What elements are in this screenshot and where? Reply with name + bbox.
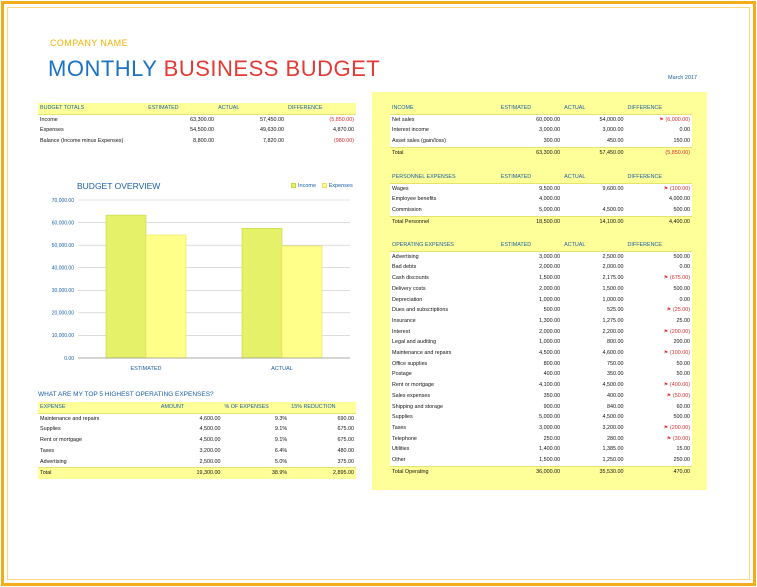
table-row [38,125,356,136]
operating-header-1: ESTIMATED [499,240,562,251]
warning-flag-icon: ⚑ [663,424,669,431]
cell-estimated: 300.00 [543,138,561,145]
operating-table [390,240,692,477]
operating-header-2: ACTUAL [562,240,625,251]
cell-estimated: 5,000.00 [539,414,561,421]
warning-flag-icon: ⚑ [663,382,669,389]
y-tick-label: 30,000.00 [51,288,74,295]
personnel-table [390,172,692,228]
table-row [390,348,692,359]
personnel-total-row [390,216,692,227]
cell-label: Total [392,149,404,156]
cell-estimated: 1,000.00 [539,339,561,346]
cell-difference: 200.00 [673,339,690,346]
cell-c4: 480.00 [337,447,354,454]
cell-difference: 4,400.00 [669,218,690,225]
cell-estimated: 36,000.00 [536,468,561,475]
cell-difference: (100.00) [669,185,690,192]
cell-difference: (100.00) [669,350,690,357]
cell-actual: 14,100.00 [599,218,624,225]
cell-estimated: 5,000.00 [539,207,561,214]
cell-estimated: 3,000.00 [539,127,561,134]
personnel-header-0: PERSONNEL EXPENSES [390,172,499,183]
cell-c3: 9.1% [274,426,288,433]
cell-actual: 4,500.00 [602,414,624,421]
cell-estimated: 1,000.00 [539,296,561,303]
cell-label: Interest income [392,127,429,134]
table-row [390,380,692,391]
table-row [390,295,692,306]
cell-actual: 2,000.00 [602,264,624,271]
cell-label: Delivery costs [392,285,426,292]
top5-header-0: EXPENSE [38,402,159,413]
operating-total-row [390,466,692,477]
title-part-1: MONTHLY [48,56,158,81]
cell-actual: 57,450.00 [599,149,624,156]
cell-label: Office supplies [392,360,428,367]
cell-difference: 500.00 [673,285,690,292]
cell-estimated: 4,100.00 [539,382,561,389]
cell-difference: 0.00 [679,296,690,303]
cell-c2: 2,500.00 [199,458,221,465]
cell-difference: 50.00 [676,371,690,378]
legend-income-swatch [291,183,296,188]
table-row [38,413,356,424]
cell-estimated: 800.00 [543,360,561,367]
cell-label: Total Personnel [392,218,430,225]
cell-difference: (675.00) [669,275,690,282]
warning-flag-icon: ⚑ [659,116,664,123]
cell-label: Postage [392,371,412,378]
cell-c4: 690.00 [337,415,354,422]
cell-label: Shipping and storage [392,403,443,410]
bar-income-actual [242,228,282,358]
table-row [390,444,692,455]
cell-label: Balance (Income minus Expenses) [40,138,124,145]
cell-label: Dues and subscriptions [392,307,449,314]
cell-label: Supplies [392,414,413,421]
cell-estimated: 400.00 [543,371,561,378]
table-row [390,316,692,327]
cell-estimated: 350.00 [543,392,561,399]
cell-estimated: 54,500.00 [190,127,215,134]
cell-estimated: 2,000.00 [539,328,561,335]
page-title [48,56,380,82]
cell-label: Total Operating [392,468,429,475]
table-row [38,457,356,468]
cell-difference: (200.00) [669,424,690,431]
cell-actual: 1,500.00 [602,285,624,292]
cell-difference: (5,850.00) [665,149,690,156]
operating-header-3: DIFFERENCE [626,240,692,251]
cell-estimated: 3,000.00 [539,424,561,431]
y-tick-label: 60,000.00 [51,220,74,227]
cell-actual: 3,000.00 [602,127,624,134]
table-row [390,262,692,273]
cell-c4: 675.00 [337,437,354,444]
table-row [390,284,692,295]
warning-flag-icon: ⚑ [663,328,669,335]
cell-c3: 9.3% [274,415,288,422]
warning-flag-icon: ⚑ [663,350,669,357]
cell-estimated: 500.00 [543,307,561,314]
cell-label: Employee benefits [392,196,437,203]
cell-c2: 4,500.00 [199,437,221,444]
cell-actual: 2,500.00 [602,253,624,260]
table-row [38,424,356,435]
cell-difference: 250.00 [673,457,690,464]
cell-label: Other [392,457,406,464]
warning-flag-icon: ⚑ [666,392,672,399]
cell-difference: (25.00) [672,307,690,314]
y-tick-label: 0.00 [64,355,74,362]
table-row [390,423,692,434]
y-tick-label: 40,000.00 [51,265,74,272]
cell-estimated: 1,500.00 [539,457,561,464]
top5-header-1: AMOUNT [159,402,223,413]
cell-estimated: 63,300.00 [190,116,215,123]
personnel-header-2: ACTUAL [562,172,625,183]
table-row [390,359,692,370]
budget-date: March 2017 [668,75,698,81]
table-row [38,435,356,446]
cell-label: Utilities [392,446,410,453]
cell-difference: 500.00 [673,253,690,260]
warning-flag-icon: ⚑ [666,307,672,314]
cell-estimated: 1,500.00 [539,275,561,282]
top5-total-row [38,468,356,479]
cell-label: Income [40,116,58,123]
cell-actual: 7,820.00 [263,138,285,145]
cell-actual: 35,530.00 [599,468,624,475]
top5-table [38,402,356,479]
cell-c1: Total [40,470,52,477]
cell-difference: 500.00 [673,207,690,214]
cell-actual: 350.00 [607,371,624,378]
x-category-label: ACTUAL [271,366,293,372]
cell-actual: 4,600.00 [602,350,624,357]
cell-estimated: 900.00 [543,403,561,410]
chart-legend [287,183,353,189]
cell-difference: (5,850.00) [329,116,354,123]
cell-actual: 840.00 [607,403,624,410]
cell-difference: 470.00 [673,468,690,475]
cell-estimated: 1,300.00 [539,317,561,324]
cell-c4: 2,895.00 [333,470,354,477]
cell-actual: 525.00 [607,307,624,314]
top5-header-2: % OF EXPENSES [222,402,289,413]
table-row [390,402,692,413]
cell-estimated: 18,500.00 [536,218,561,225]
y-tick-label: 70,000.00 [51,197,74,204]
table-row [390,194,692,205]
cell-label: Commission [392,207,422,214]
cell-actual: 450.00 [607,138,624,145]
cell-difference: (50.00) [672,392,690,399]
budget_totals-header-1: ESTIMATED [146,103,216,114]
y-tick-label: 50,000.00 [51,242,74,249]
cell-estimated: 1,400.00 [539,446,561,453]
cell-label: Cash discounts [392,275,429,282]
income-header-2: ACTUAL [562,103,625,114]
cell-label: Expenses [40,127,64,134]
bar-income-estimated [106,215,146,358]
warning-flag-icon: ⚑ [663,275,669,282]
budget-overview-chart [30,192,360,377]
table-row [38,446,356,457]
company-name: COMPANY NAME [50,38,128,48]
cell-c2: 3,200.00 [199,447,221,454]
cell-label: Advertising [392,253,419,260]
y-tick-label: 20,000.00 [51,310,74,317]
warning-flag-icon: ⚑ [666,435,672,442]
table-row [390,273,692,284]
table-row [390,434,692,445]
top5-header-3: 15% REDUCTION [289,402,356,413]
cell-difference: (200.00) [669,328,690,335]
cell-c1: Supplies [40,426,61,433]
income-header-0: INCOME [390,103,499,114]
budget-totals-table [38,103,356,147]
cell-label: Interest [392,328,410,335]
cell-actual: 4,500.00 [602,207,624,214]
cell-estimated: 60,000.00 [536,116,561,123]
cell-actual: 800.00 [607,339,624,346]
cell-c3: 6.4% [274,447,288,454]
x-category-label: ESTIMATED [130,366,162,372]
legend-expenses-swatch [322,183,327,188]
cell-label: Rent or mortgage [392,382,434,389]
cell-label: Legal and auditing [392,339,437,346]
table-row [390,369,692,380]
table-row [390,337,692,348]
cell-c2: 19,300.00 [196,470,221,477]
table-row [38,114,356,125]
cell-estimated: 2,000.00 [539,264,561,271]
cell-c1: Maintenance and repairs [40,415,100,422]
cell-difference: 0.00 [679,127,690,134]
cell-c3: 38.9% [271,470,288,477]
budget_totals-header-3: DIFFERENCE [286,103,356,114]
cell-c4: 375.00 [337,458,354,465]
cell-estimated: 9,500.00 [539,185,561,192]
cell-c1: Taxes [40,447,55,454]
cell-actual: 1,000.00 [602,296,624,303]
title-part-2: BUSINESS BUDGET [163,56,381,81]
cell-difference: 4,000.00 [669,196,690,203]
budget_totals-header-0: BUDGET TOTALS [38,103,146,114]
cell-actual: 9,600.00 [602,185,624,192]
cell-label: Insurance [392,317,416,324]
cell-actual: 3,200.00 [602,424,624,431]
cell-actual: 2,175.00 [602,275,624,282]
cell-label: Bad debts [392,264,417,271]
cell-difference: (400.00) [669,382,690,389]
cell-c3: 5.0% [274,458,288,465]
cell-difference: 60.00 [676,403,690,410]
cell-estimated: 3,000.00 [539,253,561,260]
bar-expenses-actual [282,246,322,358]
bar-expenses-estimated [146,235,186,358]
cell-estimated: 2,000.00 [539,285,561,292]
cell-estimated: 4,500.00 [539,350,561,357]
table-row [390,412,692,423]
table-row [390,455,692,466]
cell-label: Sales expenses [392,392,431,399]
table-row [390,183,692,194]
cell-estimated: 4,000.00 [539,196,561,203]
cell-difference: (980.00) [333,138,354,145]
cell-actual: 400.00 [607,392,624,399]
cell-estimated: 8,800.00 [193,138,215,145]
cell-difference: 4,870.00 [333,127,354,134]
income-header-1: ESTIMATED [499,103,562,114]
cell-actual: 57,450.00 [260,116,285,123]
operating-header-0: OPERATING EXPENSES [390,240,499,251]
cell-difference: 25.00 [676,317,690,324]
budget_totals-header-2: ACTUAL [216,103,286,114]
cell-actual: 1,250.00 [602,457,624,464]
table-row [390,305,692,316]
income-total-row [390,147,692,158]
cell-difference: 15.00 [676,446,690,453]
y-tick-label: 10,000.00 [51,333,74,340]
cell-difference: (30.00) [672,435,690,442]
cell-difference: 150.00 [673,138,690,145]
income-header-3: DIFFERENCE [626,103,692,114]
legend-income-label: Income [298,183,317,189]
legend-expenses-label: Expenses [328,183,353,189]
personnel-header-1: ESTIMATED [499,172,562,183]
cell-actual: 750.00 [607,360,624,367]
cell-label: Taxes [392,424,407,431]
table-row [390,251,692,262]
cell-c2: 4,600.00 [199,415,221,422]
top5-title: WHAT ARE MY TOP 5 HIGHEST OPERATING EXPENSES? [38,391,214,398]
table-row [390,327,692,338]
cell-label: Maintenance and repairs [392,350,452,357]
table-row [390,114,692,125]
cell-actual: 49,630.00 [260,127,285,134]
cell-c1: Rent or mortgage [40,437,82,444]
cell-label: Net sales [392,116,415,123]
cell-difference: 500.00 [673,414,690,421]
personnel-header-3: DIFFERENCE [626,172,692,183]
cell-difference: 0.00 [679,264,690,271]
cell-c1: Advertising [40,458,67,465]
cell-actual: 1,385.00 [602,446,624,453]
income-table [390,103,692,159]
cell-c3: 9.1% [274,437,288,444]
table-row [390,136,692,147]
cell-c2: 4,500.00 [199,426,221,433]
table-row [390,205,692,216]
cell-label: Asset sales (gain/loss) [392,138,446,145]
table-row [390,125,692,136]
cell-actual: 54,000.00 [599,116,624,123]
cell-label: Telephone [392,435,417,442]
cell-label: Wages [392,185,409,192]
cell-actual: 280.00 [607,435,624,442]
table-row [38,136,356,147]
warning-flag-icon: ⚑ [663,185,669,192]
cell-difference: 50.00 [676,360,690,367]
cell-actual: 2,200.00 [602,328,624,335]
cell-estimated: 250.00 [543,435,561,442]
table-row [390,391,692,402]
chart-title: BUDGET OVERVIEW [77,181,161,191]
cell-estimated: 63,300.00 [536,149,561,156]
cell-actual: 1,275.00 [602,317,624,324]
cell-difference: (6,000.00) [665,116,690,123]
cell-actual: 4,500.00 [602,382,624,389]
cell-c4: 675.00 [337,426,354,433]
cell-label: Depreciation [392,296,423,303]
